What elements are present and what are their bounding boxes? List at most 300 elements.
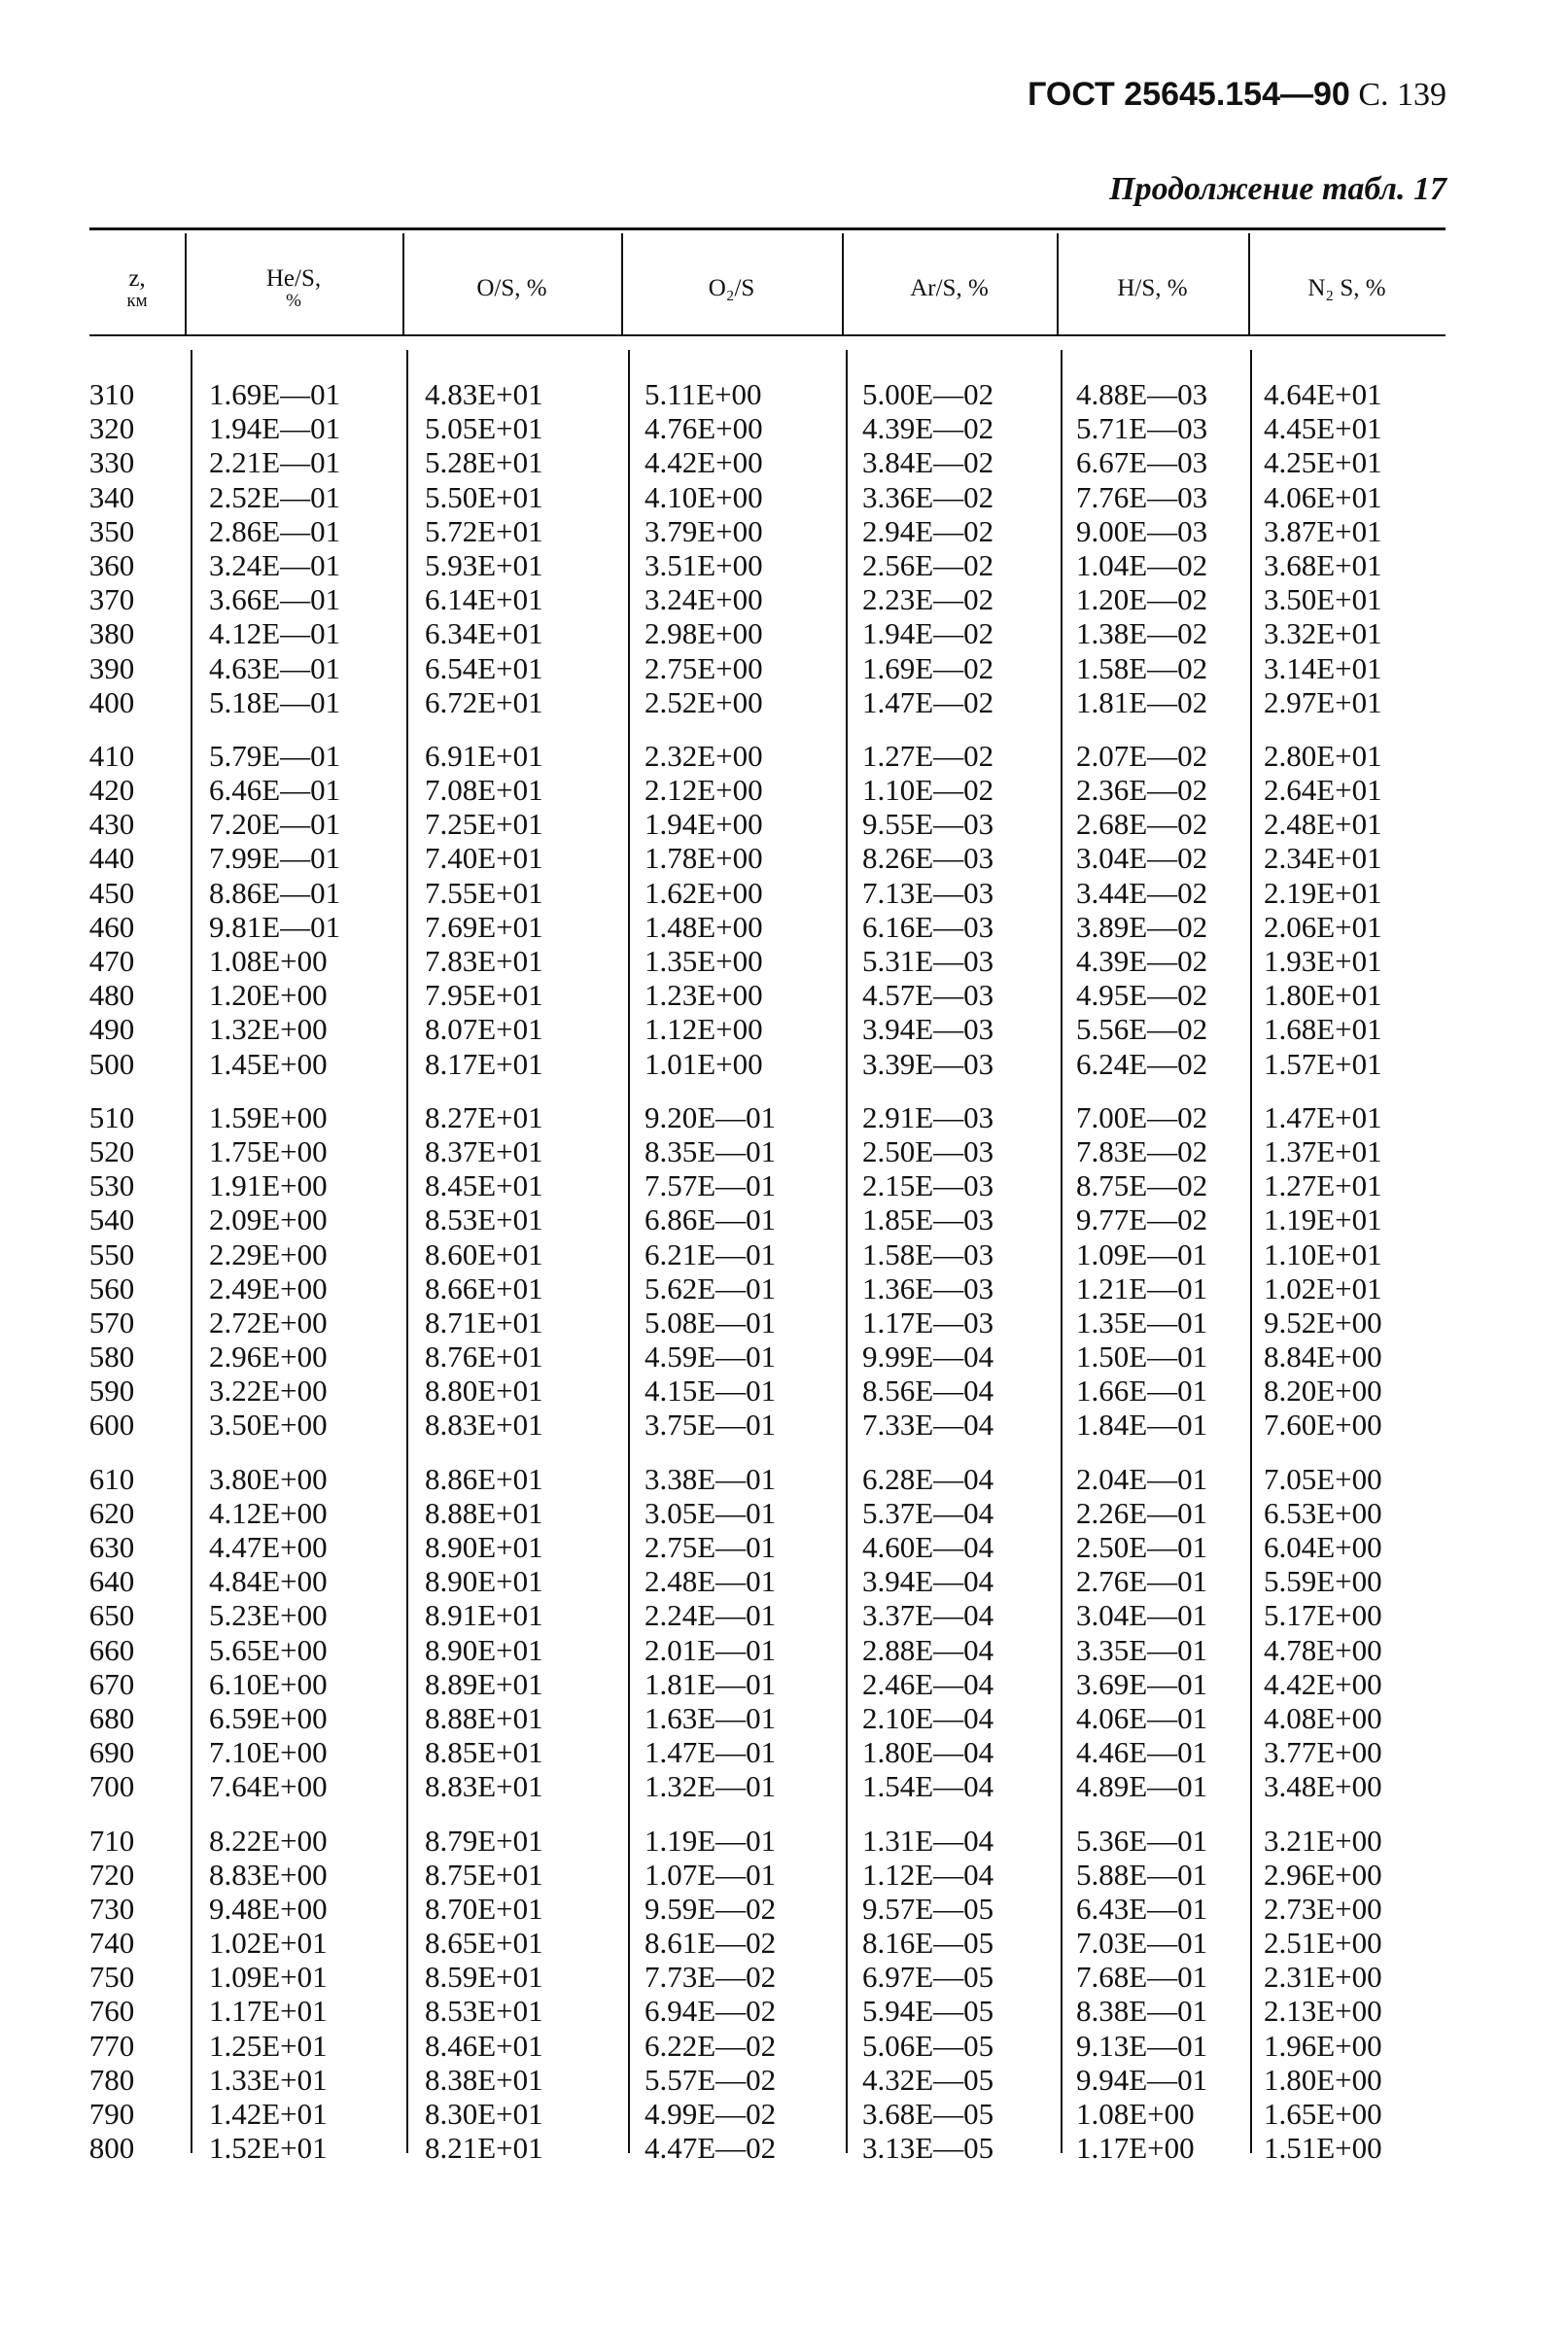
o2-cell: 2.52E+00 — [645, 684, 763, 719]
ar-cell: 1.27E—02 — [862, 738, 994, 773]
table-row — [0, 944, 1568, 978]
n2-cell: 4.08E+00 — [1264, 1700, 1382, 1735]
ar-cell: 5.94E—05 — [862, 1994, 994, 2029]
h-cell: 3.35E—01 — [1076, 1632, 1208, 1667]
o2-cell: 6.22E—02 — [645, 2028, 777, 2063]
h-cell: 1.38E—02 — [1076, 616, 1208, 651]
he-cell: 1.17E+01 — [209, 1994, 328, 2029]
h-cell: 1.04E—02 — [1076, 547, 1208, 582]
o2-cell: 7.57E—01 — [645, 1168, 777, 1203]
ar-cell: 6.97E—05 — [862, 1960, 994, 1995]
o2-cell: 1.35E+00 — [645, 944, 763, 978]
altitude-cell: 700 — [88, 1769, 135, 1804]
n2-cell: 1.27E+01 — [1264, 1168, 1382, 1203]
o2-cell: 2.75E+00 — [645, 650, 763, 685]
n2-cell: 4.45E+01 — [1264, 411, 1382, 446]
altitude-cell: 330 — [88, 445, 135, 480]
o2-cell: 3.51E+00 — [645, 547, 763, 582]
n2-cell: 1.80E+00 — [1264, 2062, 1382, 2097]
h-cell: 5.71E—03 — [1076, 411, 1208, 446]
ar-cell: 1.10E—02 — [862, 773, 994, 808]
table-row — [0, 445, 1568, 479]
altitude-cell: 510 — [88, 1099, 135, 1134]
column-header-o — [402, 245, 621, 332]
o2-cell: 6.21E—01 — [645, 1236, 777, 1271]
table-row — [0, 1633, 1568, 1667]
ar-cell: 2.88E—04 — [862, 1632, 994, 1667]
h-cell: 1.50E—01 — [1076, 1339, 1208, 1374]
h-cell: 2.04E—01 — [1076, 1461, 1208, 1496]
ar-cell: 5.06E—05 — [862, 2028, 994, 2063]
ar-cell: 5.37E—04 — [862, 1495, 994, 1530]
table-row — [0, 978, 1568, 1012]
n2-cell: 1.37E+01 — [1264, 1133, 1382, 1168]
o-cell: 8.90E+01 — [425, 1530, 543, 1564]
column-header-label: z, — [128, 264, 146, 292]
altitude-cell: 550 — [88, 1236, 135, 1271]
h-cell: 6.24E—02 — [1076, 1046, 1208, 1081]
column-header-label: O/S, % — [476, 275, 547, 302]
ar-cell: 3.94E—03 — [862, 1012, 994, 1047]
n2-cell: 4.64E+01 — [1264, 377, 1382, 411]
table-row — [0, 739, 1568, 773]
ar-cell: 2.91E—03 — [862, 1099, 994, 1134]
ar-cell: 8.56E—04 — [862, 1374, 994, 1409]
altitude-cell: 760 — [88, 1994, 135, 2029]
table-row — [0, 1271, 1568, 1305]
column-header-n2 — [1248, 245, 1446, 332]
o2-cell: 1.48E+00 — [645, 909, 763, 944]
altitude-cell: 340 — [88, 479, 135, 514]
o-cell: 8.85E+01 — [425, 1735, 543, 1770]
ar-cell: 3.36E—02 — [862, 479, 994, 514]
page-header — [1028, 76, 1446, 114]
h-cell: 2.76E—01 — [1076, 1564, 1208, 1599]
altitude-cell: 590 — [88, 1374, 135, 1409]
altitude-cell: 480 — [88, 978, 135, 1013]
o-cell: 8.79E+01 — [425, 1823, 543, 1858]
he-cell: 7.99E—01 — [209, 841, 341, 876]
column-header-label: H/S, % — [1117, 275, 1188, 302]
ar-cell: 9.55E—03 — [862, 807, 994, 842]
altitude-cell: 440 — [88, 841, 135, 876]
he-cell: 6.10E+00 — [209, 1666, 328, 1701]
ar-cell: 8.16E—05 — [862, 1926, 994, 1961]
o-cell: 8.88E+01 — [425, 1495, 543, 1530]
n2-cell: 2.80E+01 — [1264, 738, 1382, 773]
ar-cell: 1.12E—04 — [862, 1857, 994, 1892]
h-cell: 2.07E—02 — [1076, 738, 1208, 773]
he-cell: 2.49E+00 — [209, 1270, 328, 1305]
o-cell: 7.69E+01 — [425, 909, 543, 944]
o2-cell: 5.11E+00 — [645, 377, 762, 411]
n2-cell: 2.73E+00 — [1264, 1891, 1382, 1926]
n2-cell: 7.05E+00 — [1264, 1461, 1382, 1496]
n2-cell: 1.65E+00 — [1264, 2097, 1382, 2131]
h-cell: 7.03E—01 — [1076, 1926, 1208, 1961]
table-row — [0, 1994, 1568, 2028]
altitude-cell: 430 — [88, 807, 135, 842]
table-row — [0, 1858, 1568, 1892]
he-cell: 2.52E—01 — [209, 479, 341, 514]
h-cell: 8.38E—01 — [1076, 1994, 1208, 2029]
he-cell: 6.59E+00 — [209, 1700, 328, 1735]
n2-cell: 1.57E+01 — [1264, 1046, 1382, 1081]
o-cell: 7.83E+01 — [425, 944, 543, 978]
he-cell: 1.32E+00 — [209, 1012, 328, 1047]
o-cell: 4.83E+01 — [425, 377, 543, 411]
o-cell: 7.55E+01 — [425, 875, 543, 910]
o-cell: 8.21E+01 — [425, 2131, 543, 2166]
n2-cell: 3.14E+01 — [1264, 650, 1382, 685]
o-cell: 8.76E+01 — [425, 1339, 543, 1374]
h-cell: 4.88E—03 — [1076, 377, 1208, 411]
o2-cell: 2.75E—01 — [645, 1530, 777, 1564]
altitude-cell: 420 — [88, 773, 135, 808]
he-cell: 1.52E+01 — [209, 2131, 328, 2166]
he-cell: 8.83E+00 — [209, 1857, 328, 1892]
table-row — [0, 1134, 1568, 1168]
n2-cell: 3.48E+00 — [1264, 1769, 1382, 1804]
table-row — [0, 582, 1568, 616]
table-row — [0, 773, 1568, 807]
altitude-cell: 450 — [88, 875, 135, 910]
ar-cell: 1.80E—04 — [862, 1735, 994, 1770]
o-cell: 7.25E+01 — [425, 807, 543, 842]
column-header-ar — [842, 245, 1057, 332]
ar-cell: 1.94E—02 — [862, 616, 994, 651]
ar-cell: 7.33E—04 — [862, 1408, 994, 1443]
he-cell: 1.02E+01 — [209, 1926, 328, 1961]
table-row — [0, 1496, 1568, 1530]
ar-cell: 2.56E—02 — [862, 547, 994, 582]
h-cell: 2.26E—01 — [1076, 1495, 1208, 1530]
o-cell: 8.90E+01 — [425, 1564, 543, 1599]
altitude-cell: 470 — [88, 944, 135, 978]
table-row — [0, 377, 1568, 411]
o-cell: 8.70E+01 — [425, 1891, 543, 1926]
altitude-cell: 790 — [88, 2097, 135, 2131]
n2-cell: 2.97E+01 — [1264, 684, 1382, 719]
header-bottom-rule — [89, 334, 1446, 336]
ar-cell: 3.94E—04 — [862, 1564, 994, 1599]
table-row — [0, 1339, 1568, 1374]
o2-cell: 3.75E—01 — [645, 1408, 777, 1443]
ar-cell: 3.13E—05 — [862, 2131, 994, 2166]
altitude-cell: 710 — [88, 1823, 135, 1858]
ar-cell: 1.58E—03 — [862, 1236, 994, 1271]
he-cell: 1.09E+01 — [209, 1960, 328, 1995]
ar-cell: 9.57E—05 — [862, 1891, 994, 1926]
o-cell: 6.72E+01 — [425, 684, 543, 719]
he-cell: 1.59E+00 — [209, 1099, 328, 1134]
h-cell: 9.94E—01 — [1076, 2062, 1208, 2097]
altitude-cell: 310 — [88, 377, 135, 411]
altitude-cell: 490 — [88, 1012, 135, 1047]
table-row — [0, 2097, 1568, 2131]
altitude-cell: 400 — [88, 684, 135, 719]
he-cell: 1.69E—01 — [209, 377, 341, 411]
h-cell: 3.69E—01 — [1076, 1666, 1208, 1701]
table-row — [0, 2131, 1568, 2165]
o-cell: 8.66E+01 — [425, 1270, 543, 1305]
ar-cell: 2.10E—04 — [862, 1700, 994, 1735]
column-header-label: Ar/S, % — [910, 275, 989, 302]
he-cell: 1.75E+00 — [209, 1133, 328, 1168]
ar-cell: 2.46E—04 — [862, 1666, 994, 1701]
page-number: С. 139 — [1358, 77, 1446, 113]
o2-cell: 2.24E—01 — [645, 1598, 777, 1633]
n2-cell: 4.06E+01 — [1264, 479, 1382, 514]
he-cell: 1.91E+00 — [209, 1168, 328, 1203]
ar-cell: 3.39E—03 — [862, 1046, 994, 1081]
altitude-cell: 520 — [88, 1133, 135, 1168]
table-row — [0, 807, 1568, 841]
o2-cell: 1.23E+00 — [645, 978, 763, 1013]
o-cell: 5.93E+01 — [425, 547, 543, 582]
n2-cell: 1.68E+01 — [1264, 1012, 1382, 1047]
o-cell: 7.40E+01 — [425, 841, 543, 876]
n2-cell: 8.20E+00 — [1264, 1374, 1382, 1409]
table-row — [0, 1408, 1568, 1442]
table-row — [0, 1735, 1568, 1769]
h-cell: 4.39E—02 — [1076, 944, 1208, 978]
table-row — [0, 2029, 1568, 2063]
column-header-he — [185, 245, 402, 332]
he-cell: 1.42E+01 — [209, 2097, 328, 2131]
ar-cell: 2.50E—03 — [862, 1133, 994, 1168]
h-cell: 1.08E+00 — [1076, 2097, 1195, 2131]
o-cell: 8.38E+01 — [425, 2062, 543, 2097]
h-cell: 1.20E—02 — [1076, 582, 1208, 617]
h-cell: 2.68E—02 — [1076, 807, 1208, 842]
column-header-h — [1057, 245, 1248, 332]
o-cell: 8.60E+01 — [425, 1236, 543, 1271]
o-cell: 8.45E+01 — [425, 1168, 543, 1203]
n2-cell: 8.84E+00 — [1264, 1339, 1382, 1374]
table-row — [0, 2063, 1568, 2097]
table-row — [0, 1047, 1568, 1081]
h-cell: 5.36E—01 — [1076, 1823, 1208, 1858]
o2-cell: 3.24E+00 — [645, 582, 763, 617]
o2-cell: 3.05E—01 — [645, 1495, 777, 1530]
o2-cell: 1.19E—01 — [645, 1823, 777, 1858]
o-cell: 8.75E+01 — [425, 1857, 543, 1892]
ar-cell: 2.94E—02 — [862, 513, 994, 548]
o-cell: 8.71E+01 — [425, 1305, 543, 1339]
n2-cell: 2.48E+01 — [1264, 807, 1382, 842]
table-row — [0, 651, 1568, 685]
he-cell: 3.24E—01 — [209, 547, 341, 582]
he-cell: 3.80E+00 — [209, 1461, 328, 1496]
altitude-cell: 690 — [88, 1735, 135, 1770]
n2-cell: 1.10E+01 — [1264, 1236, 1382, 1271]
n2-cell: 2.64E+01 — [1264, 773, 1382, 808]
altitude-cell: 680 — [88, 1700, 135, 1735]
column-header-o2 — [621, 245, 842, 332]
n2-cell: 1.51E+00 — [1264, 2131, 1382, 2166]
he-cell: 2.09E+00 — [209, 1202, 328, 1237]
table-row — [0, 876, 1568, 910]
h-cell: 1.81E—02 — [1076, 684, 1208, 719]
o-cell: 8.91E+01 — [425, 1598, 543, 1633]
o-cell: 8.83E+01 — [425, 1769, 543, 1804]
h-cell: 3.04E—01 — [1076, 1598, 1208, 1633]
altitude-cell: 390 — [88, 650, 135, 685]
ar-cell: 3.37E—04 — [862, 1598, 994, 1633]
ar-cell: 2.23E—02 — [862, 582, 994, 617]
o2-cell: 5.08E—01 — [645, 1305, 777, 1339]
o2-cell: 2.32E+00 — [645, 738, 763, 773]
o-cell: 8.17E+01 — [425, 1046, 543, 1081]
o2-cell: 4.59E—01 — [645, 1339, 777, 1374]
o-cell: 8.89E+01 — [425, 1666, 543, 1701]
n2-cell: 1.96E+00 — [1264, 2028, 1382, 2063]
he-cell: 3.66E—01 — [209, 582, 341, 617]
altitude-cell: 560 — [88, 1270, 135, 1305]
o2-cell: 3.38E—01 — [645, 1461, 777, 1496]
altitude-cell: 640 — [88, 1564, 135, 1599]
h-cell: 8.75E—02 — [1076, 1168, 1208, 1203]
table-row — [0, 910, 1568, 944]
n2-cell: 1.93E+01 — [1264, 944, 1382, 978]
o-cell: 6.14E+01 — [425, 582, 543, 617]
n2-cell: 2.96E+00 — [1264, 1857, 1382, 1892]
o2-cell: 4.15E—01 — [645, 1374, 777, 1409]
he-cell: 1.25E+01 — [209, 2028, 328, 2063]
o-cell: 6.34E+01 — [425, 616, 543, 651]
table-row — [0, 685, 1568, 719]
altitude-cell: 660 — [88, 1632, 135, 1667]
table-row — [0, 1462, 1568, 1496]
o-cell: 8.90E+01 — [425, 1632, 543, 1667]
o-cell: 8.07E+01 — [425, 1012, 543, 1047]
standard-number: ГОСТ 25645.154—90 — [1028, 76, 1350, 113]
h-cell: 7.68E—01 — [1076, 1960, 1208, 1995]
o2-cell: 8.35E—01 — [645, 1133, 777, 1168]
h-cell: 4.89E—01 — [1076, 1769, 1208, 1804]
table-row — [0, 1564, 1568, 1598]
table-row — [0, 1926, 1568, 1960]
n2-cell: 2.34E+01 — [1264, 841, 1382, 876]
h-cell: 5.88E—01 — [1076, 1857, 1208, 1892]
n2-cell: 1.80E+01 — [1264, 978, 1382, 1013]
o2-cell: 6.86E—01 — [645, 1202, 777, 1237]
h-cell: 4.46E—01 — [1076, 1735, 1208, 1770]
o-cell: 5.05E+01 — [425, 411, 543, 446]
table-row — [0, 1667, 1568, 1701]
h-cell: 6.67E—03 — [1076, 445, 1208, 480]
table-row — [0, 411, 1568, 445]
o-cell: 8.83E+01 — [425, 1408, 543, 1443]
o-cell: 8.88E+01 — [425, 1700, 543, 1735]
o2-cell: 6.94E—02 — [645, 1994, 777, 2029]
n2-cell: 2.13E+00 — [1264, 1994, 1382, 2029]
o2-cell: 4.76E+00 — [645, 411, 763, 446]
n2-cell: 4.25E+01 — [1264, 445, 1382, 480]
o2-cell: 4.99E—02 — [645, 2097, 777, 2131]
o-cell: 6.54E+01 — [425, 650, 543, 685]
he-cell: 1.20E+00 — [209, 978, 328, 1013]
o-cell: 8.27E+01 — [425, 1099, 543, 1134]
n2-cell: 3.50E+01 — [1264, 582, 1382, 617]
altitude-cell: 530 — [88, 1168, 135, 1203]
n2-cell: 7.60E+00 — [1264, 1408, 1382, 1443]
o2-cell: 9.59E—02 — [645, 1891, 777, 1926]
column-header-label: N₂ S, % — [1307, 275, 1386, 302]
altitude-cell: 600 — [88, 1408, 135, 1443]
table-row — [0, 548, 1568, 582]
h-cell: 3.89E—02 — [1076, 909, 1208, 944]
ar-cell: 1.85E—03 — [862, 1202, 994, 1237]
he-cell: 1.45E+00 — [209, 1046, 328, 1081]
ar-cell: 5.31E—03 — [862, 944, 994, 978]
table-row — [0, 1202, 1568, 1236]
he-cell: 4.63E—01 — [209, 650, 341, 685]
he-cell: 5.65E+00 — [209, 1632, 328, 1667]
o2-cell: 3.79E+00 — [645, 513, 763, 548]
n2-cell: 2.06E+01 — [1264, 909, 1382, 944]
n2-cell: 3.87E+01 — [1264, 513, 1382, 548]
ar-cell: 4.57E—03 — [862, 978, 994, 1013]
ar-cell: 4.32E—05 — [862, 2062, 994, 2097]
n2-cell: 3.21E+00 — [1264, 1823, 1382, 1858]
o-cell: 6.91E+01 — [425, 738, 543, 773]
n2-cell: 2.51E+00 — [1264, 1926, 1382, 1961]
h-cell: 1.17E+00 — [1076, 2131, 1195, 2166]
o2-cell: 1.47E—01 — [645, 1735, 777, 1770]
h-cell: 1.09E—01 — [1076, 1236, 1208, 1271]
h-cell: 7.83E—02 — [1076, 1133, 1208, 1168]
o-cell: 5.50E+01 — [425, 479, 543, 514]
o2-cell: 5.62E—01 — [645, 1270, 777, 1305]
table-row — [0, 1892, 1568, 1926]
he-cell: 6.46E—01 — [209, 773, 341, 808]
o2-cell: 4.47E—02 — [645, 2131, 777, 2166]
table-row — [0, 480, 1568, 514]
altitude-cell: 620 — [88, 1495, 135, 1530]
he-cell: 4.47E+00 — [209, 1530, 328, 1564]
h-cell: 9.13E—01 — [1076, 2028, 1208, 2063]
ar-cell: 5.00E—02 — [862, 377, 994, 411]
column-header-label: O₂/S — [708, 275, 755, 302]
n2-cell: 6.53E+00 — [1264, 1495, 1382, 1530]
o2-cell: 2.98E+00 — [645, 616, 763, 651]
table-row — [0, 616, 1568, 650]
he-cell: 1.08E+00 — [209, 944, 328, 978]
o2-cell: 1.62E+00 — [645, 875, 763, 910]
he-cell: 7.10E+00 — [209, 1735, 328, 1770]
o-cell: 8.37E+01 — [425, 1133, 543, 1168]
o2-cell: 2.48E—01 — [645, 1564, 777, 1599]
n2-cell: 5.59E+00 — [1264, 1564, 1382, 1599]
o2-cell: 9.20E—01 — [645, 1099, 777, 1134]
altitude-cell: 610 — [88, 1461, 135, 1496]
o2-cell: 5.57E—02 — [645, 2062, 777, 2097]
table-row — [0, 1012, 1568, 1046]
ar-cell: 6.28E—04 — [862, 1461, 994, 1496]
ar-cell: 6.16E—03 — [862, 909, 994, 944]
altitude-cell: 500 — [88, 1046, 135, 1081]
he-cell: 3.22E+00 — [209, 1374, 328, 1409]
o2-cell: 4.42E+00 — [645, 445, 763, 480]
he-cell: 4.12E+00 — [209, 1495, 328, 1530]
h-cell: 2.50E—01 — [1076, 1530, 1208, 1564]
he-cell: 5.79E—01 — [209, 738, 341, 773]
h-cell: 9.00E—03 — [1076, 513, 1208, 548]
h-cell: 1.21E—01 — [1076, 1270, 1208, 1305]
o-cell: 8.53E+01 — [425, 1994, 543, 2029]
